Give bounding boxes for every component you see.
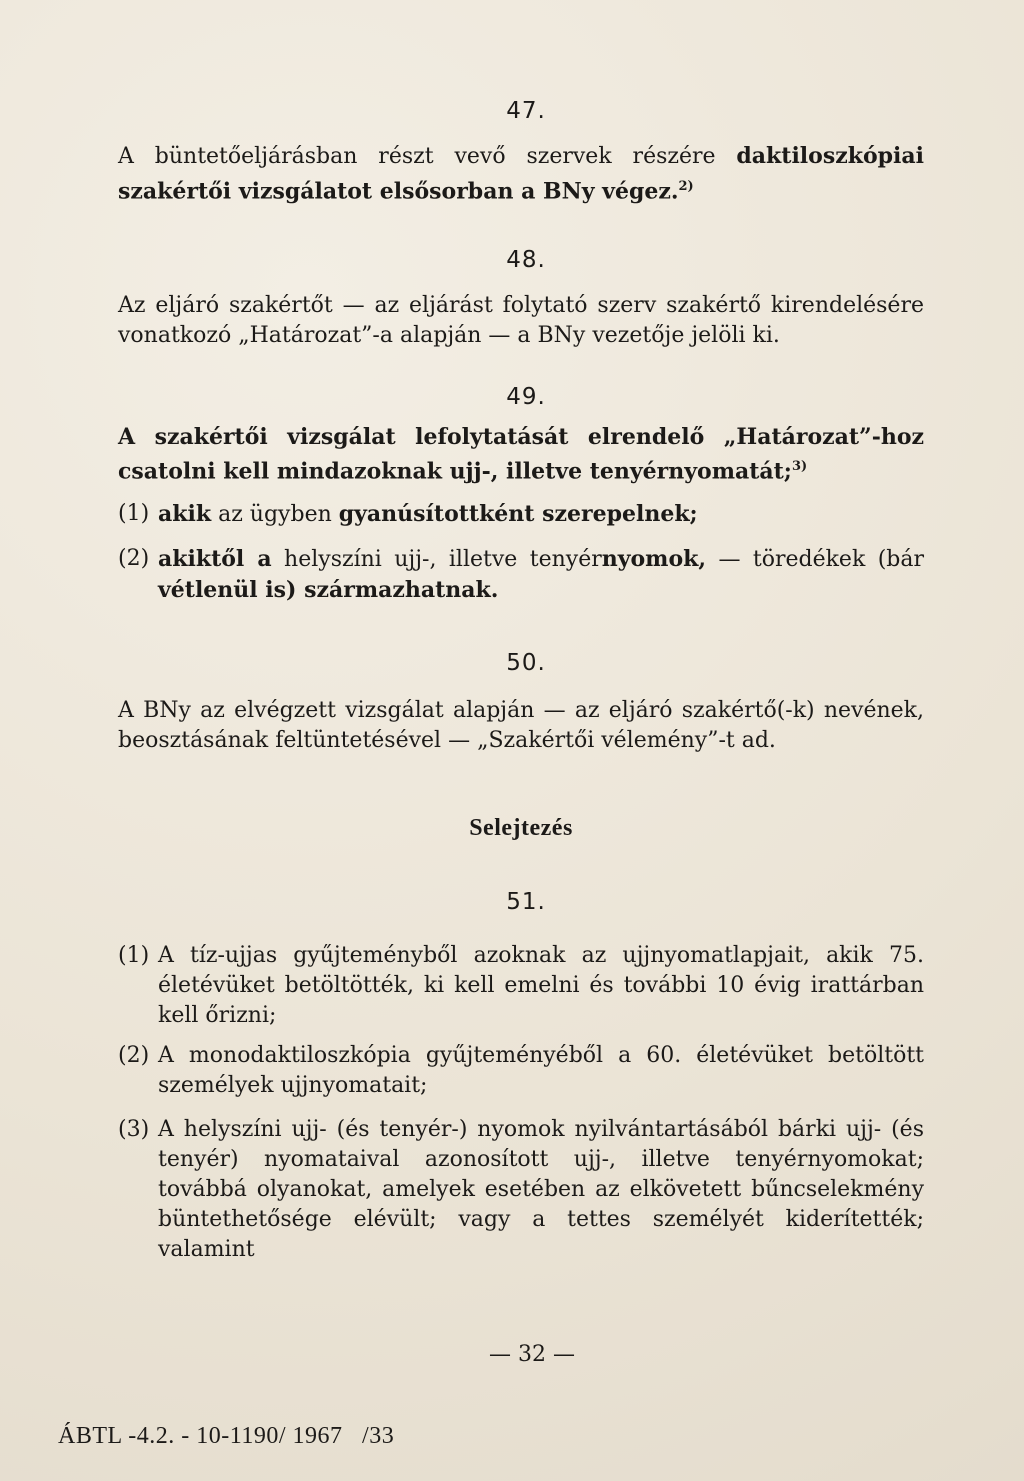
page-content — [118, 94, 924, 1265]
paragraph-49-intro — [118, 422, 924, 486]
paragraph-48: Az eljáró szakértőt — az eljárást folytató szerv szakértő kirendelésére vonatkozó „Határozat”-a alapján — a BNy vezetője jelöli ki. — [118, 293, 924, 349]
section-number-48: 48. — [506, 247, 546, 274]
list-item-text: A helyszíni ujj- (és tenyér-) nyomok nyilvántartásából bárki ujj- (és tenyér) nyomataival azonosított ujj-, illetve tenyérnyomokat; továbbá olyanokat, amelyek esetében az elkövetett bűncselekmény büntethetősége elévült; vagy a tettes személyét kiderítették; valamint — [158, 1116, 924, 1262]
list-item-51-1 — [118, 941, 924, 1031]
list-item-label: (2) — [118, 1042, 150, 1068]
list-item-text: A tíz-ujjas gyűjteményből azoknak az ujjnyomatlapjait, akik 75. életévüket betöltötték, ki kell emelni és további 10 évig irattárban kell őrizni; — [158, 942, 924, 1028]
section-number-51: 51. — [506, 888, 546, 915]
paragraph-47-text: A büntetőeljárásban részt vevő szervek részére — [118, 144, 737, 169]
list-item-label: (3) — [118, 1116, 150, 1142]
list-item-text — [158, 499, 924, 530]
list-item-text — [158, 544, 924, 606]
normal-text: helyszíni ujj-, illetve tenyér — [271, 546, 602, 572]
paragraph-47 — [118, 141, 924, 207]
bold-text: gyanúsítottként szerepelnek; — [338, 500, 698, 527]
archive-reference: ÁBTL -4.2. - 10-1190/ 1967 /33 — [58, 1423, 395, 1449]
section-number-47: 47. — [506, 98, 546, 124]
list-item-51-3 — [118, 1115, 924, 1265]
paragraph-49-intro-text: A szakértői vizsgálat lefolytatását elrendelő „Határozat”-hoz csatolni kell mindazoknak ujj-, illetve tenyérnyomatát; — [118, 424, 924, 485]
page-number: — 32 — — [489, 1342, 575, 1367]
footnote-ref-2: 2) — [678, 179, 694, 194]
paragraph-47-bold-text: daktiloszkópiai szakértői vizsgálatot elsősorban a BNy végez. — [118, 143, 924, 205]
paragraph-50: A BNy az elvégzett vizsgálat alapján — az eljáró szakértő(-k) nevének, beosztásának feltüntetésével — „Szakértői vélemény”-t ad. — [118, 697, 924, 753]
section-number-49: 49. — [506, 384, 546, 411]
list-item-51-2 — [118, 1041, 924, 1101]
bold-text: akik — [158, 500, 212, 527]
bold-text: akiktől a — [158, 545, 272, 572]
section-number-50: 50. — [506, 649, 546, 676]
list-item-label: (1) — [118, 942, 150, 968]
normal-text: — töredékek (bár — [706, 546, 924, 572]
bold-text: vétlenül is) származhatnak. — [158, 576, 499, 603]
normal-text: az ügyben — [211, 501, 339, 527]
section-heading: Selejtezés — [469, 814, 573, 841]
bold-text: nyomok, — [601, 545, 707, 572]
list-item-text: A monodaktiloszkópia gyűjteményéből a 60. életévüket betöltött személyek ujjnyomatait; — [158, 1042, 924, 1098]
list-item-label: (1) — [118, 500, 150, 526]
list-item-49-2 — [118, 544, 924, 606]
list-item-49-1 — [118, 499, 924, 530]
list-item-label: (2) — [118, 545, 150, 571]
footnote-ref-3: 3) — [791, 459, 808, 475]
